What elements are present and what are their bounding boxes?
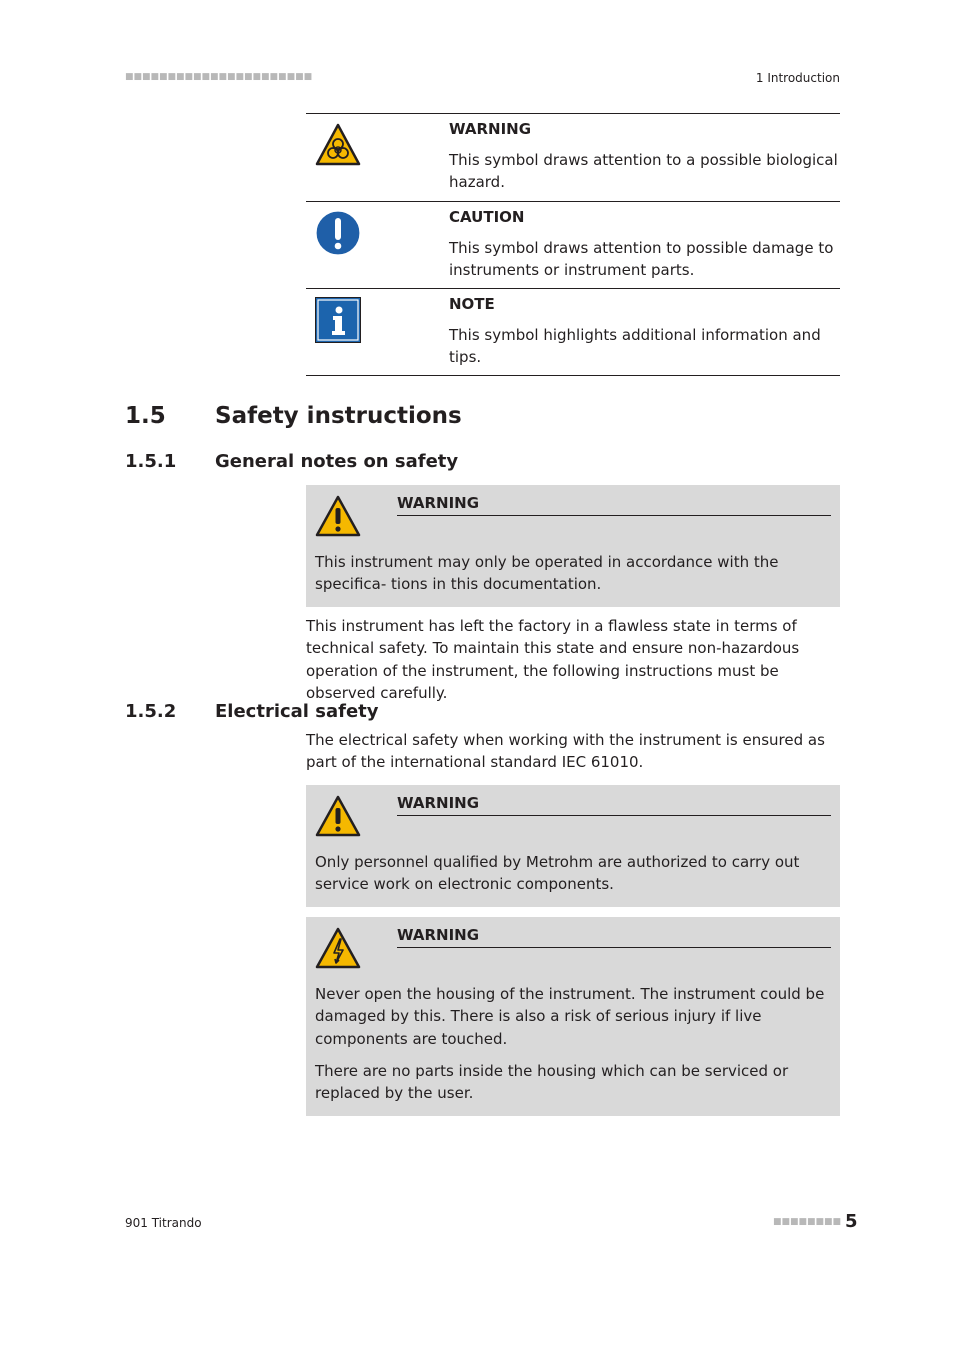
symbol-description: This symbol draws attention to a possible biological hazard. bbox=[449, 151, 838, 192]
caution-exclamation-icon bbox=[315, 210, 361, 256]
subsection-heading-electrical bbox=[125, 700, 379, 724]
warning-label: WARNING bbox=[397, 792, 831, 816]
symbol-label: WARNING bbox=[449, 120, 532, 138]
page-number: 5 bbox=[845, 1211, 858, 1232]
subsection-number: 1.5.1 bbox=[125, 451, 177, 472]
symbol-label: NOTE bbox=[449, 295, 495, 313]
symbol-table bbox=[306, 113, 840, 376]
info-note-icon bbox=[315, 297, 361, 343]
subsection-title: Electrical safety bbox=[215, 701, 379, 722]
warning-text-secondary: There are no parts inside the housing which can be serviced or replaced by the user. bbox=[315, 1062, 789, 1103]
electrical-voltage-warning-icon bbox=[315, 927, 361, 969]
symbol-row-caution bbox=[306, 202, 840, 289]
header-chapter-title: 1 Introduction bbox=[755, 71, 840, 85]
symbol-row-biohazard bbox=[306, 114, 840, 202]
warning-label: WARNING bbox=[397, 492, 831, 516]
biohazard-warning-icon bbox=[315, 122, 361, 168]
warning-box-general bbox=[306, 485, 840, 607]
warning-box-personnel bbox=[306, 785, 840, 907]
footer-product-name: 901 Titrando bbox=[125, 1216, 202, 1230]
warning-label: WARNING bbox=[397, 924, 831, 948]
warning-exclamation-icon bbox=[315, 495, 361, 537]
warning-text: This instrument may only be operated in accordance with the specifica- tions in this documentation. bbox=[315, 553, 779, 594]
warning-box-housing bbox=[306, 917, 840, 1116]
section-heading bbox=[125, 400, 462, 432]
section-number: 1.5 bbox=[125, 403, 166, 429]
header-decoration: ■■■■■■■■■■■■■■■■■■■■■■ bbox=[125, 72, 313, 82]
footer-decoration: ■■■■■■■■ bbox=[773, 1217, 842, 1227]
section-title: Safety instructions bbox=[215, 403, 462, 429]
warning-text: Only personnel qualified by Metrohm are authorized to carry out service work on electronic components. bbox=[315, 853, 800, 894]
subsection-title: General notes on safety bbox=[215, 451, 459, 472]
symbol-description: This symbol draws attention to possible damage to instruments or instrument parts. bbox=[449, 239, 834, 280]
general-safety-paragraph: This instrument has left the factory in a flawless state in terms of technical safety. To maintain this state and ensure non-hazardous operation of the instrument, the following instructions must be observed carefully. bbox=[306, 617, 800, 703]
symbol-row-note bbox=[306, 289, 840, 376]
symbol-description: This symbol highlights additional information and tips. bbox=[449, 326, 821, 367]
subsection-number: 1.5.2 bbox=[125, 701, 177, 722]
warning-exclamation-icon bbox=[315, 795, 361, 837]
symbol-label: CAUTION bbox=[449, 208, 525, 226]
warning-text: Never open the housing of the instrument. The instrument could be damaged by this. There is also a risk of serious injury if live components are touched. bbox=[315, 985, 825, 1048]
electrical-safety-paragraph: The electrical safety when working with the instrument is ensured as part of the international standard IEC 61010. bbox=[306, 731, 825, 772]
subsection-heading-general bbox=[125, 450, 458, 474]
